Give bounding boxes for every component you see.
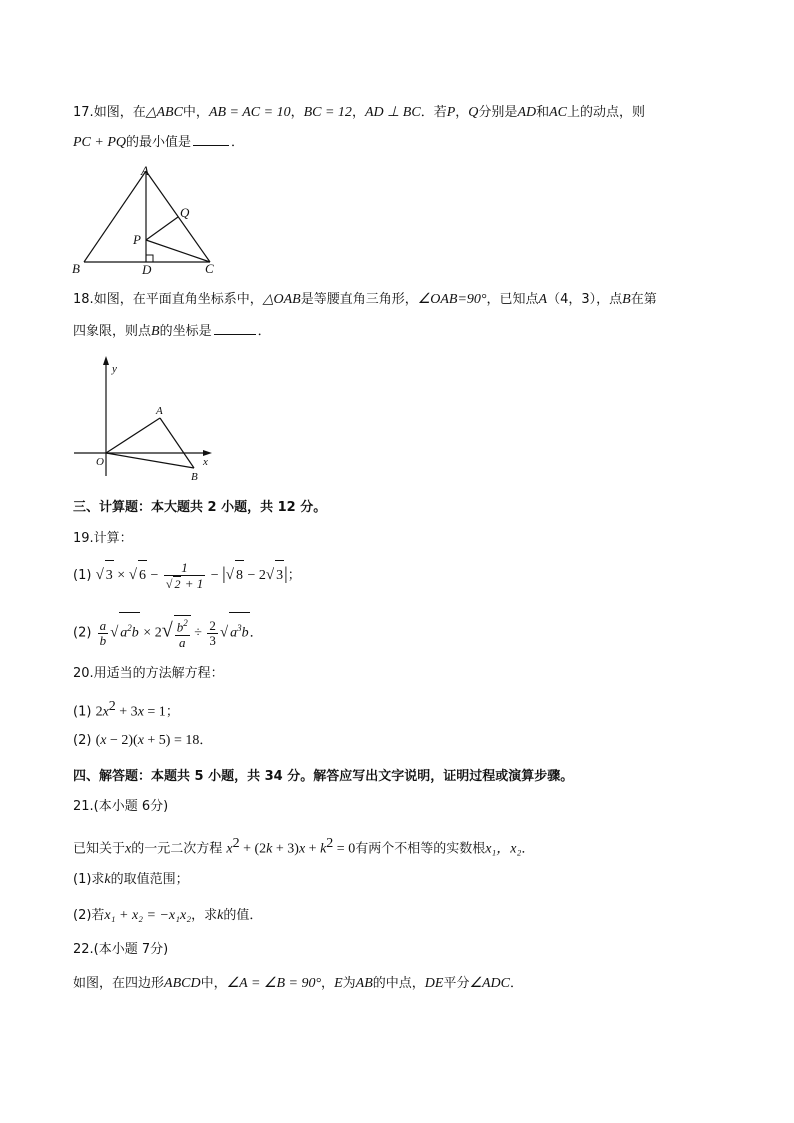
q21-part1: (1)求k的取值范围；	[73, 872, 189, 887]
section-3-heading: 三、计算题：本大题共 2 小题，共 12 分。	[73, 500, 327, 515]
label-D: D	[142, 262, 152, 277]
label-C: C	[205, 261, 214, 276]
label-A: A	[141, 163, 149, 178]
q19-part1: (1) √ 3 × √ 6 − $\frac{1}{√ 2 + 1}$ − |√ 8 − 2√ 3|；	[73, 559, 301, 591]
q19-title: 19.计算：	[73, 531, 133, 546]
q22-title: 22.(本小题 7分)	[73, 942, 169, 957]
label-y: y	[112, 363, 117, 375]
answer-blank	[214, 322, 256, 335]
q17-triangle-figure	[62, 162, 232, 278]
q17-number: 17.	[73, 105, 94, 120]
q20-title: 20.用适当的方法解方程：	[73, 666, 224, 681]
q18-coordinate-figure	[70, 352, 230, 484]
q22-stem: 如图，在四边形ABCD中，∠A = ∠B = 90°，E为AB的中点，DE平分∠ADC．	[73, 976, 524, 991]
q17-line1: 17.如图，在△ABC中，AB = AC = 10，BC = 12，AD ⊥ BC．若P，Q分别是AD和AC上的动点，则	[73, 105, 646, 120]
q20-part1: (1) $2x^2 + 3x = 1$；	[73, 699, 179, 720]
q20-part2: (2) (x − 2)(x + 5) = 18．	[73, 733, 213, 748]
q17-line2: PC + PQ的最小值是 ．	[73, 135, 245, 150]
q21-title: 21.(本小题 6分)	[73, 799, 169, 814]
label-O: O	[96, 456, 104, 468]
label-Q: Q	[180, 205, 190, 220]
q21-part2: (2)若x₁ + x₂ = −x₁x₂，求k的值．	[73, 908, 263, 923]
q18-line1: 18.如图，在平面直角坐标系中，△OAB是等腰直角三角形，∠OAB=90°，已知点A（4，3），点B在第	[73, 292, 657, 307]
q21-stem: 已知关于x的一元二次方程 $x^2 + (2k + 3)x + k^2 = 0$有两个不相等的实数根x₁，x₂．	[73, 836, 535, 857]
q19-part2: (2) $\frac{a}{b}$ √ $a^2b \times 2√$ $\frac{b^2}{a}$ ÷ $\frac{2}{3}$ √ $a^3b$．	[73, 612, 263, 650]
q18-number: 18.	[73, 292, 94, 307]
label-A: A	[156, 405, 163, 417]
q18-line2: 四象限，则点B的坐标是 ．	[73, 324, 271, 339]
label-P: P	[133, 232, 141, 247]
label-x: x	[203, 456, 208, 468]
label-B: B	[72, 261, 80, 276]
answer-blank	[193, 133, 229, 146]
section-4-heading: 四、解答题：本题共 5 小题，共 34 分。解答应写出文字说明，证明过程或演算步骤。	[73, 769, 574, 784]
label-B: B	[191, 471, 198, 483]
